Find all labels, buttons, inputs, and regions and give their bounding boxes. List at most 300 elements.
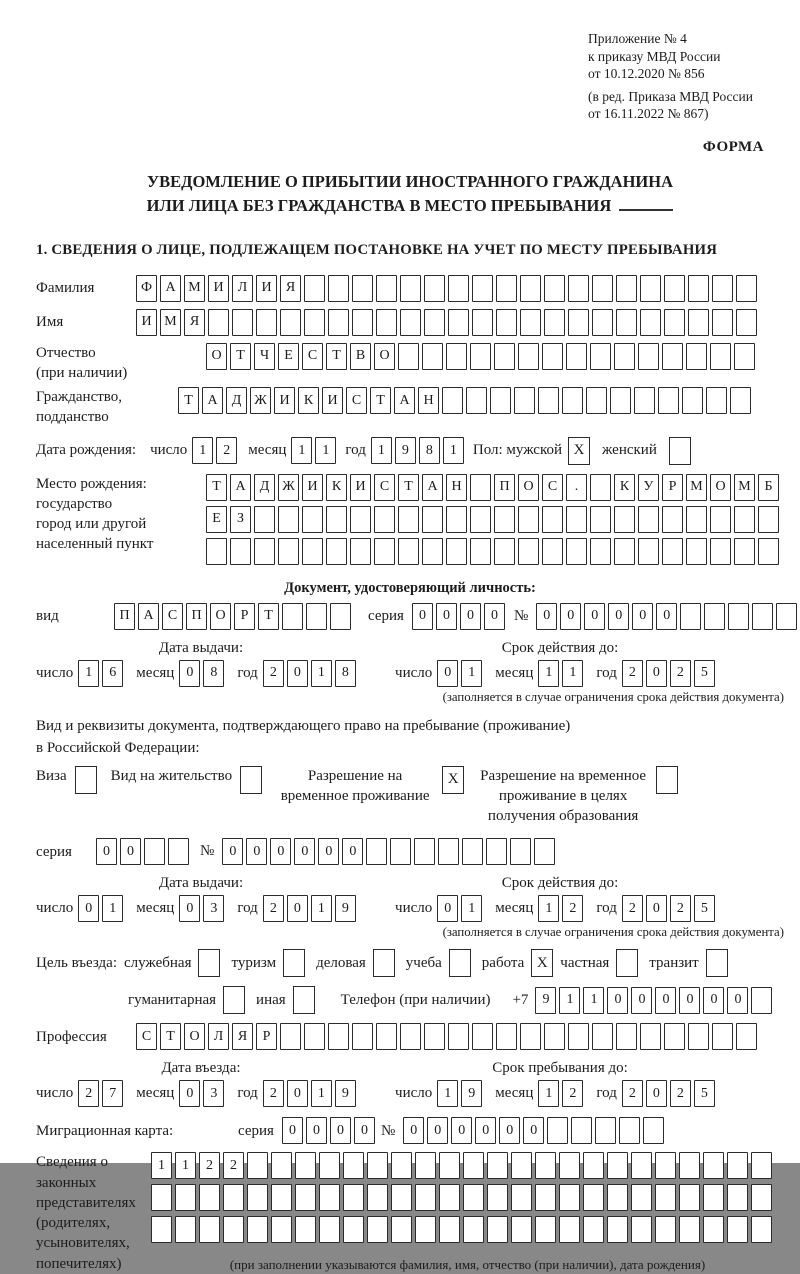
char-cell[interactable] xyxy=(448,275,469,302)
char-cell[interactable] xyxy=(686,343,707,370)
char-cell[interactable]: И xyxy=(208,275,229,302)
char-cell[interactable]: О xyxy=(206,343,227,370)
char-cell[interactable]: Ж xyxy=(250,387,271,414)
char-cell[interactable]: 1 xyxy=(311,1080,332,1107)
char-cell[interactable]: З xyxy=(230,506,251,533)
char-cell[interactable]: А xyxy=(202,387,223,414)
char-cell[interactable]: 5 xyxy=(694,660,715,687)
char-cell[interactable]: С xyxy=(346,387,367,414)
char-cell[interactable]: 2 xyxy=(199,1152,220,1179)
char-cell[interactable] xyxy=(374,506,395,533)
char-cell[interactable] xyxy=(566,343,587,370)
char-cell[interactable] xyxy=(448,309,469,336)
char-cell[interactable]: 8 xyxy=(203,660,224,687)
char-cell[interactable]: В xyxy=(350,343,371,370)
char-cell[interactable]: 1 xyxy=(311,660,332,687)
char-cell[interactable]: 0 xyxy=(403,1117,424,1144)
char-cell[interactable]: 2 xyxy=(263,1080,284,1107)
char-cell[interactable]: 2 xyxy=(622,895,643,922)
char-cell[interactable] xyxy=(640,275,661,302)
char-cell[interactable] xyxy=(439,1216,460,1243)
char-cell[interactable]: Е xyxy=(278,343,299,370)
char-cell[interactable]: 2 xyxy=(263,895,284,922)
char-cell[interactable] xyxy=(415,1184,436,1211)
char-cell[interactable] xyxy=(319,1152,340,1179)
char-cell[interactable] xyxy=(511,1184,532,1211)
char-cell[interactable]: О xyxy=(710,474,731,501)
char-cell[interactable] xyxy=(144,838,165,865)
char-cell[interactable] xyxy=(400,275,421,302)
char-cell[interactable] xyxy=(616,309,637,336)
purpose-business-checkbox[interactable] xyxy=(373,949,395,977)
char-cell[interactable]: 1 xyxy=(437,1080,458,1107)
char-cell[interactable] xyxy=(463,1216,484,1243)
char-cell[interactable]: 0 xyxy=(354,1117,375,1144)
char-cell[interactable] xyxy=(439,1184,460,1211)
char-cell[interactable] xyxy=(590,506,611,533)
char-cell[interactable]: 0 xyxy=(451,1117,472,1144)
char-cell[interactable] xyxy=(662,538,683,565)
char-cell[interactable]: Т xyxy=(230,343,251,370)
char-cell[interactable] xyxy=(542,343,563,370)
char-cell[interactable] xyxy=(664,309,685,336)
char-cell[interactable] xyxy=(400,1023,421,1050)
char-cell[interactable] xyxy=(514,387,535,414)
char-cell[interactable]: 0 xyxy=(499,1117,520,1144)
char-cell[interactable] xyxy=(442,387,463,414)
char-cell[interactable]: А xyxy=(422,474,443,501)
char-cell[interactable]: 0 xyxy=(270,838,291,865)
char-cell[interactable]: 0 xyxy=(179,1080,200,1107)
char-cell[interactable]: У xyxy=(638,474,659,501)
char-cell[interactable]: 7 xyxy=(102,1080,123,1107)
char-cell[interactable]: 0 xyxy=(179,895,200,922)
char-cell[interactable] xyxy=(682,387,703,414)
char-cell[interactable]: Т xyxy=(398,474,419,501)
char-cell[interactable] xyxy=(664,275,685,302)
char-cell[interactable]: 0 xyxy=(282,1117,303,1144)
char-cell[interactable]: 0 xyxy=(679,987,700,1014)
char-cell[interactable] xyxy=(730,387,751,414)
char-cell[interactable]: . xyxy=(566,474,587,501)
char-cell[interactable] xyxy=(751,987,772,1014)
char-cell[interactable]: 8 xyxy=(335,660,356,687)
char-cell[interactable] xyxy=(398,506,419,533)
char-cell[interactable] xyxy=(302,538,323,565)
char-cell[interactable]: 0 xyxy=(646,895,667,922)
char-cell[interactable]: 1 xyxy=(538,660,559,687)
char-cell[interactable]: 0 xyxy=(306,1117,327,1144)
char-cell[interactable] xyxy=(736,275,757,302)
char-cell[interactable] xyxy=(566,538,587,565)
char-cell[interactable]: 8 xyxy=(419,437,440,464)
char-cell[interactable]: О xyxy=(518,474,539,501)
char-cell[interactable] xyxy=(496,309,517,336)
char-cell[interactable]: 0 xyxy=(655,987,676,1014)
char-cell[interactable]: С xyxy=(542,474,563,501)
char-cell[interactable] xyxy=(343,1152,364,1179)
char-cell[interactable]: 0 xyxy=(179,660,200,687)
char-cell[interactable] xyxy=(330,603,351,630)
char-cell[interactable]: Н xyxy=(446,474,467,501)
char-cell[interactable] xyxy=(679,1152,700,1179)
char-cell[interactable]: 0 xyxy=(294,838,315,865)
char-cell[interactable] xyxy=(664,1023,685,1050)
char-cell[interactable] xyxy=(710,506,731,533)
char-cell[interactable]: М xyxy=(160,309,181,336)
char-cell[interactable] xyxy=(568,275,589,302)
char-cell[interactable] xyxy=(655,1184,676,1211)
char-cell[interactable] xyxy=(607,1152,628,1179)
char-cell[interactable] xyxy=(306,603,327,630)
char-cell[interactable]: И xyxy=(322,387,343,414)
char-cell[interactable] xyxy=(486,838,507,865)
char-cell[interactable] xyxy=(640,1023,661,1050)
char-cell[interactable]: 0 xyxy=(318,838,339,865)
char-cell[interactable] xyxy=(398,538,419,565)
char-cell[interactable]: М xyxy=(686,474,707,501)
char-cell[interactable] xyxy=(487,1152,508,1179)
char-cell[interactable]: Р xyxy=(662,474,683,501)
char-cell[interactable] xyxy=(470,343,491,370)
char-cell[interactable] xyxy=(446,506,467,533)
char-cell[interactable] xyxy=(414,838,435,865)
char-cell[interactable] xyxy=(278,538,299,565)
char-cell[interactable] xyxy=(352,309,373,336)
char-cell[interactable] xyxy=(466,387,487,414)
char-cell[interactable]: 0 xyxy=(287,895,308,922)
char-cell[interactable] xyxy=(662,343,683,370)
char-cell[interactable] xyxy=(607,1184,628,1211)
char-cell[interactable] xyxy=(366,838,387,865)
char-cell[interactable] xyxy=(614,343,635,370)
char-cell[interactable]: 1 xyxy=(443,437,464,464)
char-cell[interactable]: 0 xyxy=(727,987,748,1014)
char-cell[interactable] xyxy=(199,1184,220,1211)
char-cell[interactable]: 0 xyxy=(646,1080,667,1107)
char-cell[interactable]: Р xyxy=(234,603,255,630)
char-cell[interactable] xyxy=(655,1216,676,1243)
char-cell[interactable] xyxy=(398,343,419,370)
char-cell[interactable] xyxy=(542,506,563,533)
char-cell[interactable]: Н xyxy=(418,387,439,414)
char-cell[interactable] xyxy=(175,1184,196,1211)
sex-female-checkbox[interactable] xyxy=(669,437,691,465)
char-cell[interactable]: Я xyxy=(232,1023,253,1050)
char-cell[interactable] xyxy=(614,538,635,565)
char-cell[interactable] xyxy=(679,1216,700,1243)
char-cell[interactable]: 5 xyxy=(694,895,715,922)
char-cell[interactable] xyxy=(712,1023,733,1050)
char-cell[interactable] xyxy=(328,1023,349,1050)
char-cell[interactable]: 1 xyxy=(538,895,559,922)
char-cell[interactable]: П xyxy=(494,474,515,501)
char-cell[interactable] xyxy=(710,538,731,565)
char-cell[interactable]: Д xyxy=(254,474,275,501)
char-cell[interactable]: 1 xyxy=(311,895,332,922)
char-cell[interactable] xyxy=(319,1216,340,1243)
char-cell[interactable]: И xyxy=(350,474,371,501)
char-cell[interactable] xyxy=(658,387,679,414)
char-cell[interactable] xyxy=(470,506,491,533)
char-cell[interactable] xyxy=(655,1152,676,1179)
char-cell[interactable]: 0 xyxy=(560,603,581,630)
char-cell[interactable] xyxy=(223,1216,244,1243)
char-cell[interactable] xyxy=(688,1023,709,1050)
char-cell[interactable] xyxy=(643,1117,664,1144)
char-cell[interactable] xyxy=(727,1152,748,1179)
char-cell[interactable] xyxy=(376,309,397,336)
char-cell[interactable] xyxy=(703,1152,724,1179)
char-cell[interactable] xyxy=(326,506,347,533)
char-cell[interactable] xyxy=(520,1023,541,1050)
char-cell[interactable] xyxy=(638,538,659,565)
char-cell[interactable] xyxy=(631,1184,652,1211)
char-cell[interactable] xyxy=(470,474,491,501)
char-cell[interactable]: 5 xyxy=(694,1080,715,1107)
char-cell[interactable] xyxy=(304,275,325,302)
char-cell[interactable] xyxy=(562,387,583,414)
char-cell[interactable]: 0 xyxy=(287,660,308,687)
char-cell[interactable] xyxy=(448,1023,469,1050)
char-cell[interactable] xyxy=(367,1216,388,1243)
char-cell[interactable] xyxy=(734,506,755,533)
char-cell[interactable] xyxy=(638,506,659,533)
char-cell[interactable] xyxy=(470,538,491,565)
char-cell[interactable] xyxy=(490,387,511,414)
char-cell[interactable] xyxy=(703,1216,724,1243)
char-cell[interactable]: А xyxy=(230,474,251,501)
char-cell[interactable] xyxy=(151,1184,172,1211)
char-cell[interactable]: 0 xyxy=(412,603,433,630)
char-cell[interactable] xyxy=(424,1023,445,1050)
char-cell[interactable] xyxy=(254,506,275,533)
char-cell[interactable] xyxy=(302,506,323,533)
char-cell[interactable] xyxy=(688,275,709,302)
char-cell[interactable] xyxy=(446,538,467,565)
char-cell[interactable]: П xyxy=(114,603,135,630)
char-cell[interactable]: Т xyxy=(326,343,347,370)
char-cell[interactable] xyxy=(535,1216,556,1243)
option-residence-permit-checkbox[interactable] xyxy=(240,766,262,794)
char-cell[interactable] xyxy=(712,275,733,302)
purpose-work-checkbox[interactable]: X xyxy=(531,949,553,977)
char-cell[interactable] xyxy=(424,275,445,302)
char-cell[interactable]: О xyxy=(374,343,395,370)
char-cell[interactable] xyxy=(568,309,589,336)
char-cell[interactable] xyxy=(595,1117,616,1144)
char-cell[interactable] xyxy=(511,1216,532,1243)
char-cell[interactable] xyxy=(328,309,349,336)
char-cell[interactable]: Ч xyxy=(254,343,275,370)
char-cell[interactable]: К xyxy=(614,474,635,501)
char-cell[interactable] xyxy=(568,1023,589,1050)
char-cell[interactable]: 1 xyxy=(562,660,583,687)
char-cell[interactable] xyxy=(510,838,531,865)
char-cell[interactable] xyxy=(168,838,189,865)
char-cell[interactable]: 2 xyxy=(670,895,691,922)
char-cell[interactable]: 0 xyxy=(342,838,363,865)
char-cell[interactable] xyxy=(439,1152,460,1179)
char-cell[interactable]: Т xyxy=(178,387,199,414)
char-cell[interactable]: 0 xyxy=(584,603,605,630)
char-cell[interactable]: 2 xyxy=(622,660,643,687)
char-cell[interactable]: 0 xyxy=(632,603,653,630)
char-cell[interactable]: 0 xyxy=(330,1117,351,1144)
char-cell[interactable] xyxy=(535,1152,556,1179)
char-cell[interactable] xyxy=(254,538,275,565)
char-cell[interactable]: 2 xyxy=(216,437,237,464)
char-cell[interactable] xyxy=(662,506,683,533)
char-cell[interactable] xyxy=(638,343,659,370)
char-cell[interactable] xyxy=(710,343,731,370)
char-cell[interactable]: И xyxy=(136,309,157,336)
purpose-transit-checkbox[interactable] xyxy=(706,949,728,977)
char-cell[interactable]: 1 xyxy=(371,437,392,464)
char-cell[interactable] xyxy=(295,1152,316,1179)
char-cell[interactable] xyxy=(390,838,411,865)
char-cell[interactable]: 1 xyxy=(583,987,604,1014)
purpose-official-checkbox[interactable] xyxy=(198,949,220,977)
char-cell[interactable] xyxy=(206,538,227,565)
char-cell[interactable] xyxy=(542,538,563,565)
char-cell[interactable]: Б xyxy=(758,474,779,501)
char-cell[interactable] xyxy=(688,309,709,336)
char-cell[interactable] xyxy=(175,1216,196,1243)
char-cell[interactable] xyxy=(494,343,515,370)
char-cell[interactable]: 1 xyxy=(291,437,312,464)
char-cell[interactable] xyxy=(424,309,445,336)
char-cell[interactable] xyxy=(271,1216,292,1243)
char-cell[interactable] xyxy=(422,538,443,565)
char-cell[interactable]: О xyxy=(210,603,231,630)
char-cell[interactable] xyxy=(232,309,253,336)
char-cell[interactable]: 1 xyxy=(175,1152,196,1179)
char-cell[interactable]: 1 xyxy=(102,895,123,922)
char-cell[interactable] xyxy=(751,1184,772,1211)
char-cell[interactable] xyxy=(352,275,373,302)
char-cell[interactable]: 2 xyxy=(78,1080,99,1107)
char-cell[interactable] xyxy=(199,1216,220,1243)
char-cell[interactable] xyxy=(343,1216,364,1243)
char-cell[interactable] xyxy=(494,538,515,565)
char-cell[interactable] xyxy=(438,838,459,865)
char-cell[interactable]: 0 xyxy=(608,603,629,630)
char-cell[interactable] xyxy=(679,1184,700,1211)
char-cell[interactable] xyxy=(590,538,611,565)
char-cell[interactable] xyxy=(391,1184,412,1211)
char-cell[interactable] xyxy=(415,1216,436,1243)
char-cell[interactable]: 1 xyxy=(538,1080,559,1107)
char-cell[interactable]: 0 xyxy=(437,895,458,922)
char-cell[interactable]: 1 xyxy=(315,437,336,464)
char-cell[interactable]: 6 xyxy=(102,660,123,687)
char-cell[interactable] xyxy=(472,1023,493,1050)
char-cell[interactable] xyxy=(496,275,517,302)
char-cell[interactable]: К xyxy=(298,387,319,414)
char-cell[interactable]: 3 xyxy=(203,895,224,922)
char-cell[interactable]: 0 xyxy=(475,1117,496,1144)
char-cell[interactable]: Ф xyxy=(136,275,157,302)
char-cell[interactable] xyxy=(752,603,773,630)
char-cell[interactable] xyxy=(734,343,755,370)
char-cell[interactable] xyxy=(415,1152,436,1179)
char-cell[interactable]: Ж xyxy=(278,474,299,501)
char-cell[interactable]: 0 xyxy=(460,603,481,630)
char-cell[interactable] xyxy=(511,1152,532,1179)
option-temp-residence-checkbox[interactable]: X xyxy=(442,766,464,794)
char-cell[interactable] xyxy=(367,1184,388,1211)
char-cell[interactable] xyxy=(544,309,565,336)
char-cell[interactable]: 1 xyxy=(78,660,99,687)
char-cell[interactable]: П xyxy=(186,603,207,630)
char-cell[interactable] xyxy=(391,1152,412,1179)
char-cell[interactable] xyxy=(256,309,277,336)
char-cell[interactable]: 2 xyxy=(670,1080,691,1107)
char-cell[interactable] xyxy=(295,1184,316,1211)
char-cell[interactable]: Я xyxy=(280,275,301,302)
char-cell[interactable] xyxy=(706,387,727,414)
char-cell[interactable] xyxy=(319,1184,340,1211)
purpose-tourism-checkbox[interactable] xyxy=(283,949,305,977)
char-cell[interactable]: 0 xyxy=(246,838,267,865)
char-cell[interactable]: 0 xyxy=(436,603,457,630)
char-cell[interactable] xyxy=(374,538,395,565)
char-cell[interactable] xyxy=(634,387,655,414)
char-cell[interactable]: О xyxy=(184,1023,205,1050)
char-cell[interactable] xyxy=(271,1184,292,1211)
char-cell[interactable] xyxy=(592,275,613,302)
char-cell[interactable]: 9 xyxy=(335,895,356,922)
char-cell[interactable] xyxy=(680,603,701,630)
char-cell[interactable] xyxy=(446,343,467,370)
char-cell[interactable] xyxy=(487,1216,508,1243)
char-cell[interactable] xyxy=(538,387,559,414)
char-cell[interactable] xyxy=(391,1216,412,1243)
char-cell[interactable] xyxy=(462,838,483,865)
char-cell[interactable]: С xyxy=(136,1023,157,1050)
char-cell[interactable]: М xyxy=(734,474,755,501)
char-cell[interactable]: 2 xyxy=(622,1080,643,1107)
char-cell[interactable]: Е xyxy=(206,506,227,533)
purpose-humanitarian-checkbox[interactable] xyxy=(223,986,245,1014)
char-cell[interactable]: 1 xyxy=(151,1152,172,1179)
char-cell[interactable] xyxy=(352,1023,373,1050)
char-cell[interactable] xyxy=(758,538,779,565)
char-cell[interactable] xyxy=(304,1023,325,1050)
char-cell[interactable]: Т xyxy=(206,474,227,501)
char-cell[interactable]: 9 xyxy=(395,437,416,464)
char-cell[interactable] xyxy=(592,1023,613,1050)
char-cell[interactable] xyxy=(208,309,229,336)
char-cell[interactable] xyxy=(230,538,251,565)
char-cell[interactable] xyxy=(282,603,303,630)
purpose-other-checkbox[interactable] xyxy=(293,986,315,1014)
char-cell[interactable] xyxy=(631,1152,652,1179)
char-cell[interactable]: И xyxy=(302,474,323,501)
char-cell[interactable] xyxy=(326,538,347,565)
char-cell[interactable]: 1 xyxy=(559,987,580,1014)
char-cell[interactable] xyxy=(736,1023,757,1050)
sex-male-checkbox[interactable]: X xyxy=(568,437,590,465)
char-cell[interactable]: 0 xyxy=(523,1117,544,1144)
char-cell[interactable] xyxy=(686,538,707,565)
char-cell[interactable] xyxy=(544,1023,565,1050)
char-cell[interactable] xyxy=(616,1023,637,1050)
char-cell[interactable]: А xyxy=(160,275,181,302)
char-cell[interactable] xyxy=(518,506,539,533)
char-cell[interactable] xyxy=(614,506,635,533)
